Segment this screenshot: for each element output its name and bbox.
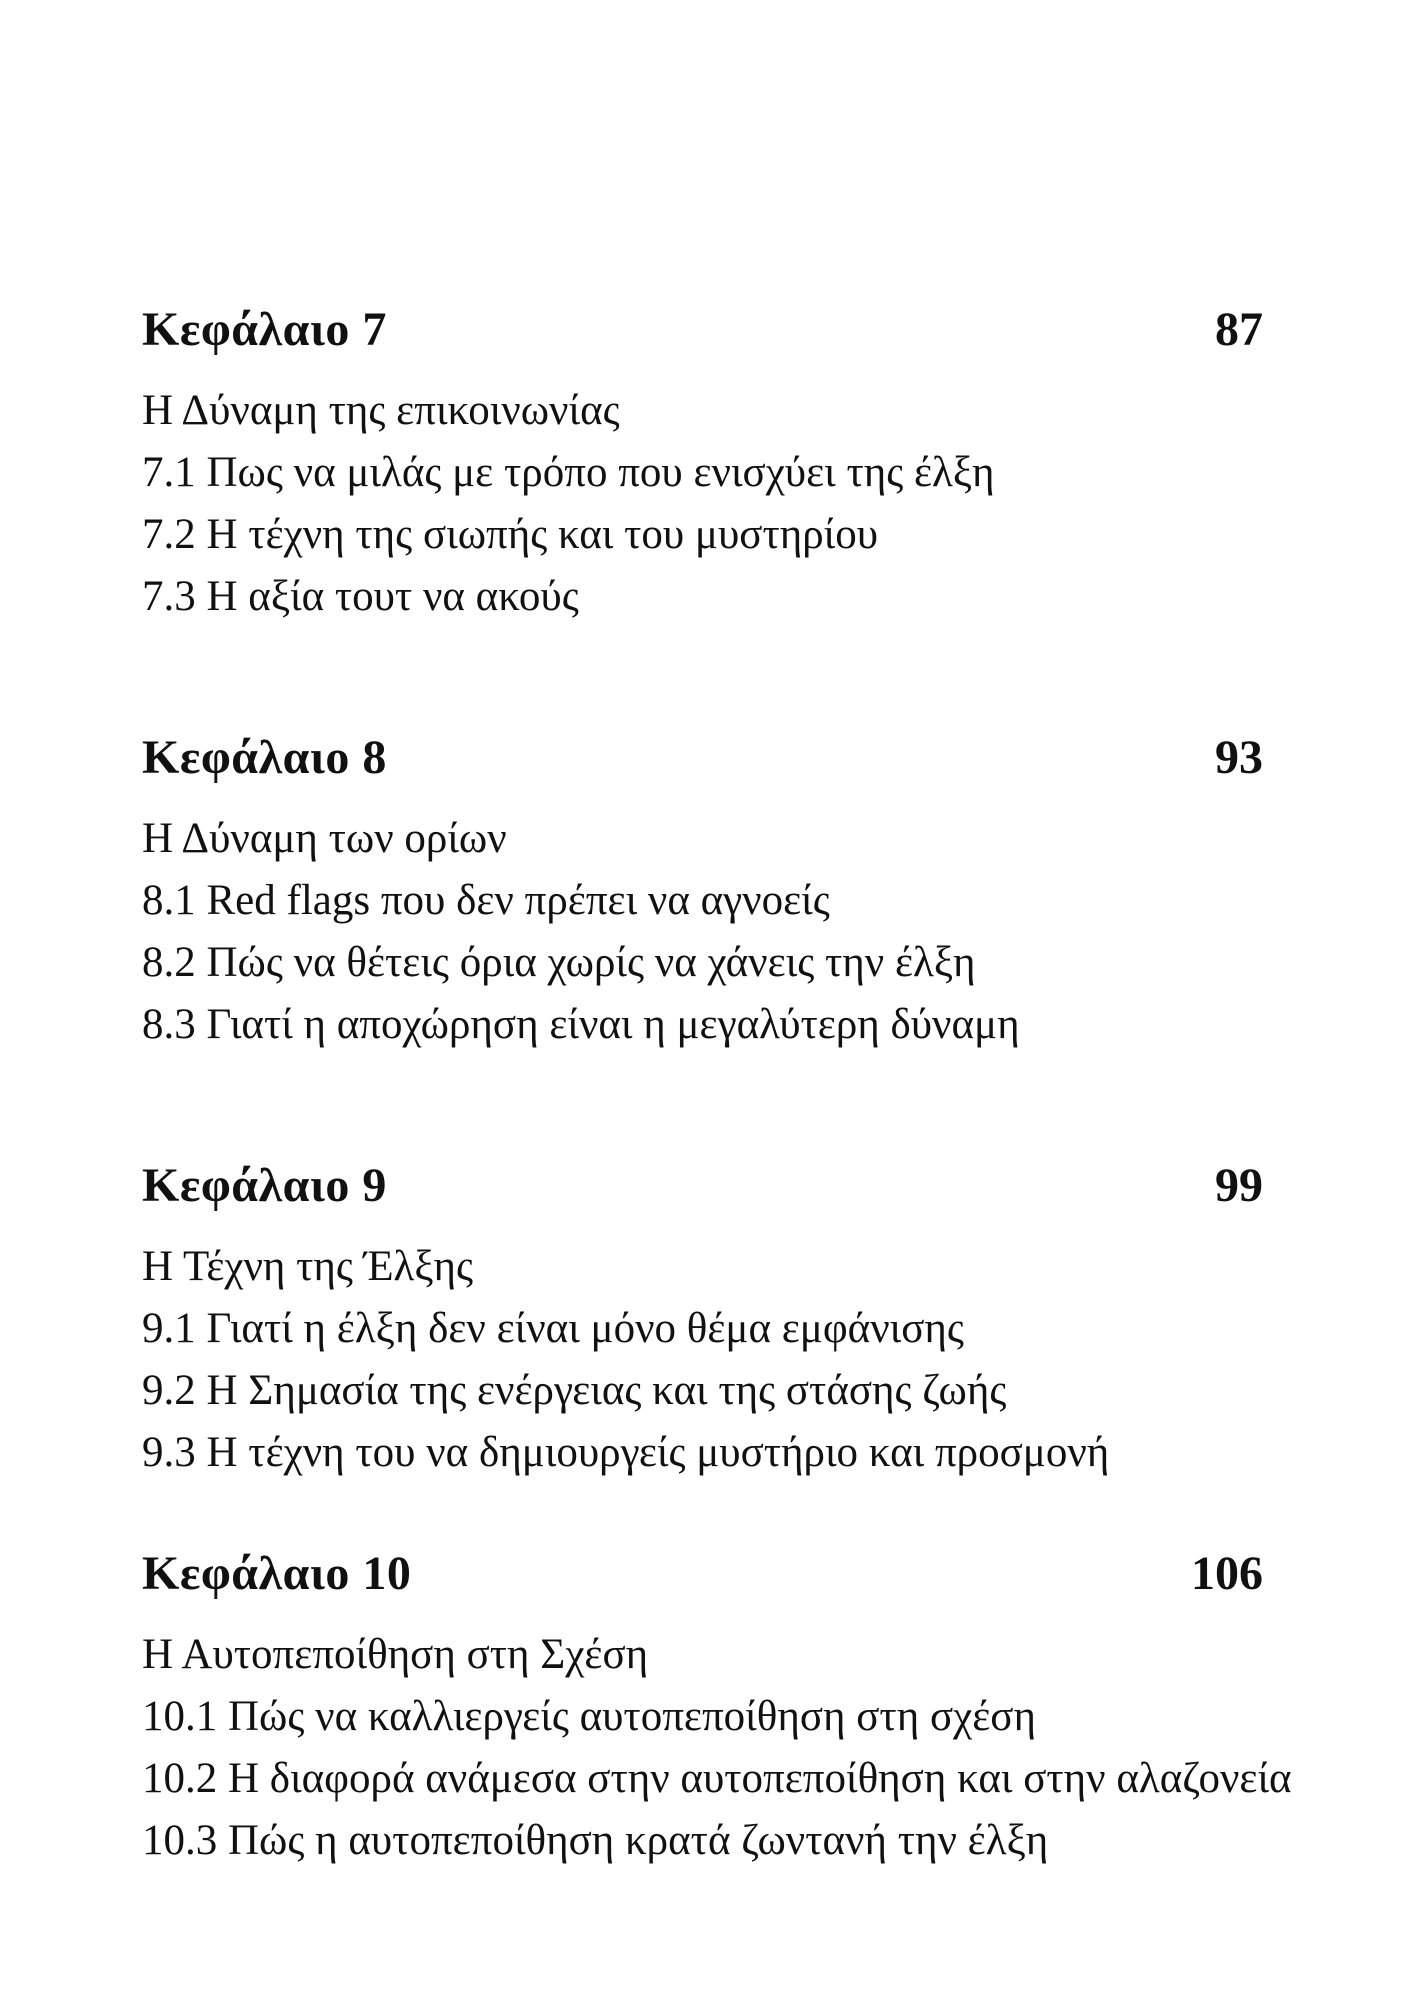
toc-chapter-entry xyxy=(142,728,1263,1056)
toc-section-entry: 9.3 Η τέχνη του να δημιουργείς μυστήριο και προσμονή xyxy=(142,1429,1110,1476)
chapter-heading-row xyxy=(142,1156,1263,1216)
chapter-page-number: 87 xyxy=(1215,303,1263,356)
toc-section-entry: 9.1 Γιατί η έλξη δεν είναι μόνο θέμα εμφάνισης xyxy=(142,1305,964,1352)
chapter-heading-row xyxy=(142,728,1263,788)
toc-section-entry: 7.1 Πως να μιλάς με τρόπο που ενισχύει της έλξη xyxy=(142,449,995,496)
chapter-section-list xyxy=(142,442,1263,628)
toc-section-entry: 10.2 Η διαφορά ανάμεσα στην αυτοπεποίθηση και στην αλαζονεία xyxy=(142,1755,1292,1802)
chapter-section-list xyxy=(142,1298,1263,1484)
chapter-subtitle: Η Δύναμη της επικοινωνίας xyxy=(142,387,620,434)
chapter-section-list xyxy=(142,870,1263,1056)
chapter-page-number: 106 xyxy=(1191,1547,1263,1600)
chapter-heading: Κεφάλαιο 7 xyxy=(142,303,387,356)
chapter-heading-row xyxy=(142,300,1263,360)
toc-section-entry: 7.2 Η τέχνη της σιωπής και του μυστηρίου xyxy=(142,511,879,558)
chapter-page-number: 93 xyxy=(1215,731,1263,784)
toc-section-entry: 8.2 Πώς να θέτεις όρια χωρίς να χάνεις την έλξη xyxy=(142,939,976,986)
toc-section-entry: 8.3 Γιατί η αποχώρηση είναι η μεγαλύτερη δύναμη xyxy=(142,1001,1020,1048)
chapter-heading: Κεφάλαιο 9 xyxy=(142,1159,387,1212)
toc-section-entry: 10.1 Πώς να καλλιεργείς αυτοπεποίθηση στη σχέση xyxy=(142,1693,1036,1740)
toc-chapter-entry xyxy=(142,300,1263,628)
chapter-subtitle: Η Τέχνη της Έλξης xyxy=(142,1243,474,1290)
chapter-heading: Κεφάλαιο 10 xyxy=(142,1547,412,1600)
toc-section-entry: 8.1 Red flags που δεν πρέπει να αγνοείς xyxy=(142,877,830,924)
chapter-subtitle: Η Αυτοπεποίθηση στη Σχέση xyxy=(142,1631,649,1678)
chapter-heading-row xyxy=(142,1544,1263,1604)
toc-section-entry: 10.3 Πώς η αυτοπεποίθηση κρατά ζωντανή την έλξη xyxy=(142,1817,1049,1864)
chapters-list xyxy=(142,300,1292,1872)
toc-chapter-entry xyxy=(142,1544,1292,1872)
toc-chapter-entry xyxy=(142,1156,1263,1484)
chapter-section-list xyxy=(142,1686,1292,1872)
toc-section-entry: 7.3 Η αξία τουτ να ακούς xyxy=(142,573,579,620)
chapter-page-number: 99 xyxy=(1215,1159,1263,1212)
chapter-heading: Κεφάλαιο 8 xyxy=(142,731,387,784)
chapter-subtitle: Η Δύναμη των ορίων xyxy=(142,815,507,862)
toc-section-entry: 9.2 Η Σημασία της ενέργειας και της στάσης ζωής xyxy=(142,1367,1007,1414)
